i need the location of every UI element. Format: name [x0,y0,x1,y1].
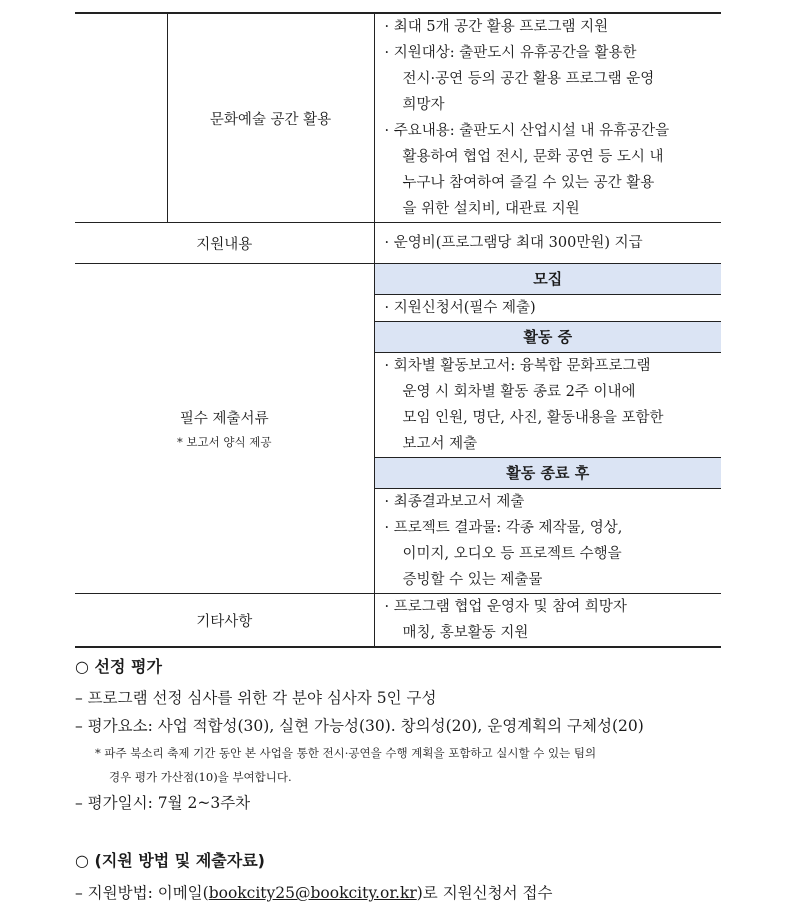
selection-item-judges: – 프로그램 선정 심사를 위한 각 분야 심사자 5인 구성 [75,689,437,707]
content-line: · 프로그램 협업 운영자 및 참여 희망자 [384,599,627,615]
space-use-content [374,13,721,223]
content-line: 전시·공연 등의 공간 활용 프로그램 운영 [402,71,655,87]
content-line: 매칭, 홍보활동 지원 [402,625,529,641]
content-line: 을 위한 설치비, 대관료 지원 [402,201,580,217]
docs-phase-header: 모집 [375,264,722,295]
content-line: 희망자 [402,97,445,113]
content-line: 누구나 참여하여 즐길 수 있는 공간 활용 [402,175,655,191]
bonus-note [95,741,596,789]
required-docs-content [374,264,721,594]
content-line: · 최대 5개 공간 활용 프로그램 지원 [384,19,609,35]
docs-phase-body [375,295,722,321]
program-spec-table [75,12,721,648]
apply-method-line [75,881,552,903]
content-line: · 지원대상: 출판도시 유휴공간을 활용한 [384,45,637,61]
misc-content [374,594,721,648]
apply-method-suffix: )로 지원신청서 접수 [416,884,553,902]
docs-phase-header: 활동 종료 후 [375,457,722,489]
content-line: · 주요내용: 출판도시 산업시설 내 유휴공간을 [384,123,670,139]
merged-category-cell [75,13,167,223]
docs-phase-body [375,353,722,457]
report-template-note: * 보고서 양식 제공 [177,435,272,449]
content-line: · 프로젝트 결과물: 각종 제작물, 영상, [384,520,623,536]
row-label-space-use: 문화예술 공간 활용 [167,13,374,223]
support-content [374,223,721,264]
row-label-support: 지원내용 [75,223,374,264]
email-link[interactable]: bookcity25@bookcity.or.kr [208,884,417,902]
table-row-misc [75,594,721,648]
bonus-note-line1: * 파주 북소리 축제 기간 동안 본 사업을 통한 전시·공연을 수행 계획을 포함하고 실시할 수 있는 팀의 [95,746,597,760]
table-row-space-use [75,13,721,223]
content-line: 활용하여 협업 전시, 문화 공연 등 도시 내 [402,149,664,165]
content-line: 보고서 제출 [402,436,478,452]
selection-item-schedule: – 평가일시: 7월 2~3주차 [75,794,251,812]
content-line: 모임 인원, 명단, 사진, 활동내용을 포함한 [402,410,664,426]
docs-phase-body [375,489,722,593]
table-row-support [75,223,721,264]
content-line: 이미지, 오디오 등 프로젝트 수행을 [402,546,622,562]
selection-item-criteria: – 평가요소: 사업 적합성(30), 실현 가능성(30). 창의성(20), 운영계획의 구체성(20) [75,717,644,735]
content-line: · 지원신청서(필수 제출) [384,300,536,316]
docs-phase-header: 활동 중 [375,321,722,353]
content-line: 증빙할 수 있는 제출물 [402,572,543,588]
row-label-misc: 기타사항 [75,594,374,648]
content-line: 운영 시 회차별 활동 종료 2주 이내에 [402,384,636,400]
apply-section-title: ○ (지원 방법 및 제출자료) [75,851,265,870]
row-label-required-docs [75,264,374,594]
selection-section-title: ○ 선정 평가 [75,657,162,676]
content-line: · 최종결과보고서 제출 [384,494,525,510]
bonus-note-line2: 경우 평가 가산점(10)을 부여합니다. [109,770,292,784]
required-docs-label: 필수 제출서류 [179,411,269,427]
content-line: · 회차별 활동보고서: 융복합 문화프로그램 [384,358,651,374]
apply-method-prefix: – 지원방법: 이메일( [75,884,209,902]
table-row-required-docs [75,264,721,594]
support-line: · 운영비(프로그램당 최대 300만원) 지급 [384,235,643,251]
